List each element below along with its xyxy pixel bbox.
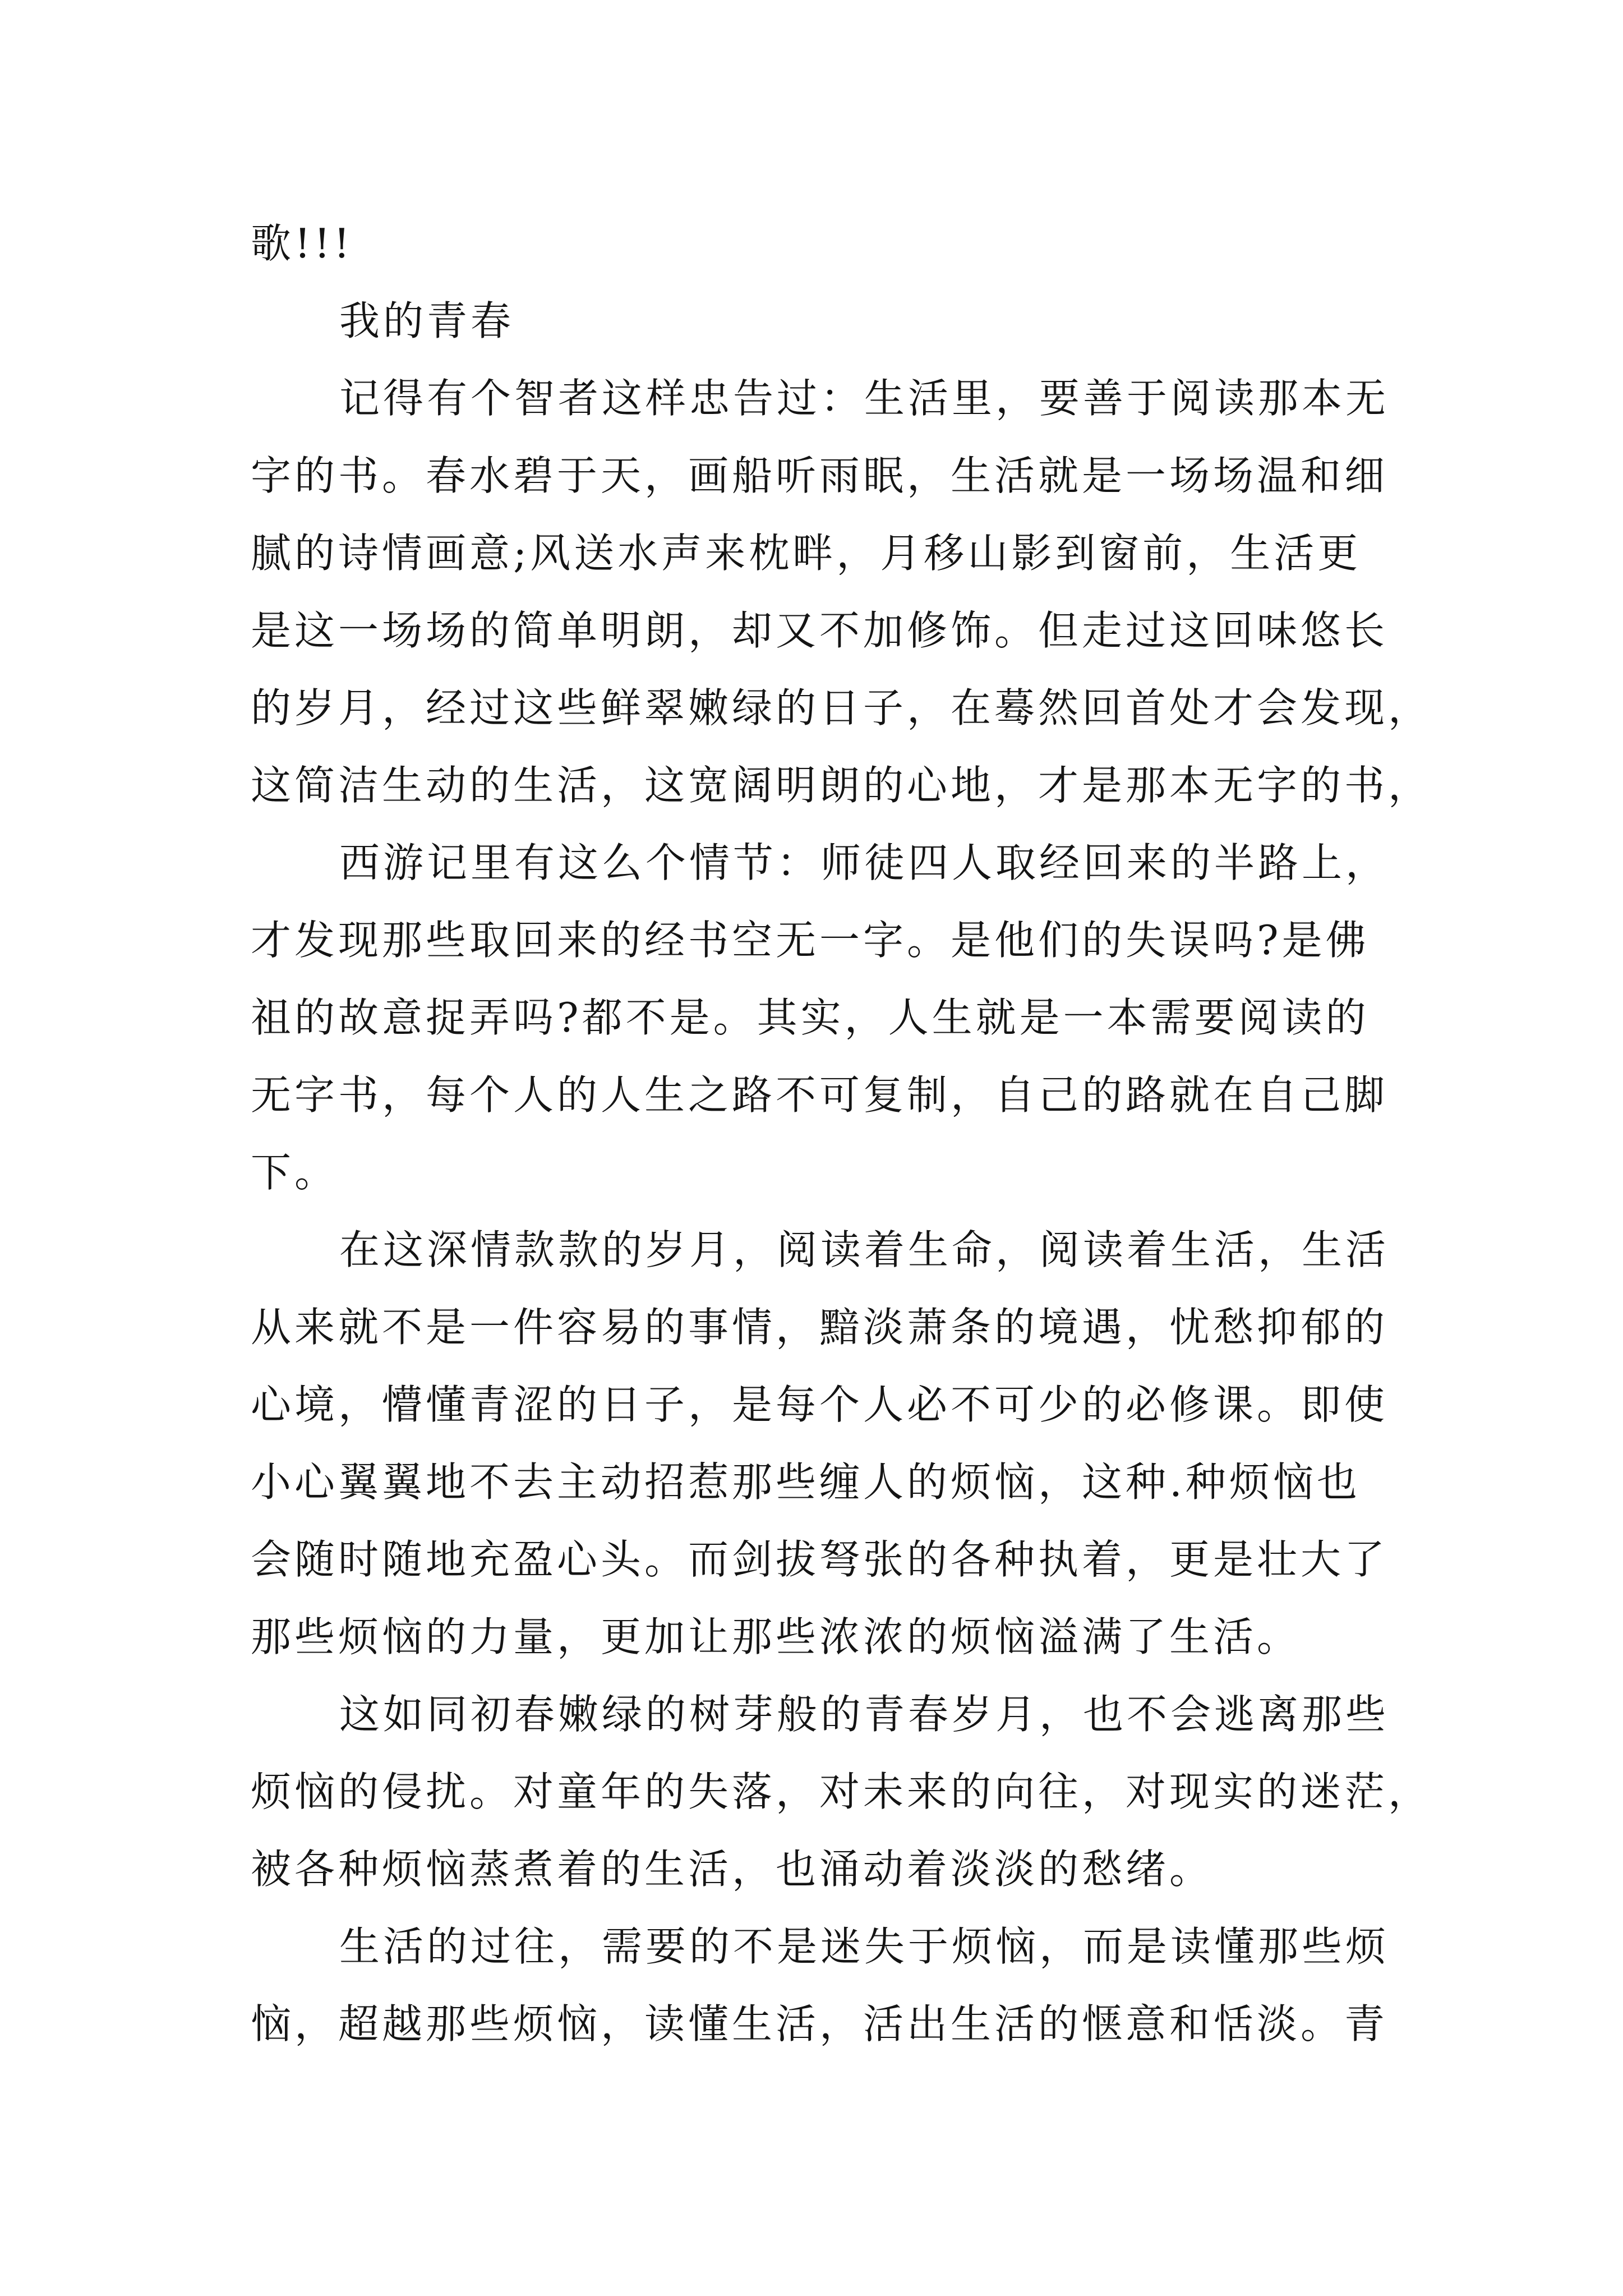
paragraph-line: 才发现那些取回来的经书空无一字。是他们的失误吗?是佛	[251, 917, 1370, 964]
paragraph-line: 西游记里有这么个情节：师徒四人取经回来的半路上，	[339, 839, 1390, 886]
paragraph-line: 这简洁生动的生活，这宽阔明朗的心地，才是那本无字的书，	[251, 762, 1432, 809]
paragraph-line: 生活的过往，需要的不是迷失于烦恼，而是读懂那些烦	[339, 1923, 1390, 1970]
paragraph-line: 恼，超越那些烦恼，读懂生活，活出生活的惬意和恬淡。青	[251, 2000, 1389, 2047]
paragraph-line: 的岁月，经过这些鲜翠嫩绿的日子，在蓦然回首处才会发现，	[251, 684, 1432, 731]
paragraph-line: 会随时随地充盈心头。而剑拔弩张的各种执着，更是壮大了	[251, 1536, 1389, 1583]
paragraph-line: 无字书，每个人的人生之路不可复制，自己的路就在自己脚	[251, 1071, 1389, 1119]
document-page	[251, 205, 1484, 2063]
paragraph-line: 腻的诗情画意;风送水声来枕畔，月移山影到窗前，生活更	[251, 530, 1362, 577]
paragraph-line: 那些烦恼的力量，更加让那些浓浓的烦恼溢满了生活。	[251, 1613, 1301, 1660]
paragraph-line: 被各种烦恼蒸煮着的生活，也涌动着淡淡的愁绪。	[251, 1846, 1214, 1893]
paragraph-line: 祖的故意捉弄吗?都不是。其实，人生就是一本需要阅读的	[251, 994, 1370, 1041]
paragraph-line: 从来就不是一件容易的事情，黯淡萧条的境遇，忧愁抑郁的	[251, 1304, 1389, 1351]
paragraph-line: 字的书。春水碧于天，画船听雨眠，生活就是一场场温和细	[251, 452, 1389, 499]
paragraph-line: 这如同初春嫩绿的树芽般的青春岁月，也不会逃离那些	[339, 1691, 1390, 1738]
paragraph-line: 下。	[251, 1149, 339, 1196]
text-line: 歌!!!	[251, 220, 353, 267]
section-title: 我的青春	[339, 297, 515, 344]
paragraph-line: 烦恼的侵扰。对童年的失落，对未来的向往，对现实的迷茫，	[251, 1768, 1432, 1815]
paragraph-line: 心境，懵懂青涩的日子，是每个人必不可少的必修课。即使	[251, 1381, 1389, 1428]
paragraph-line: 小心翼翼地不去主动招惹那些缠人的烦恼，这种.种烦恼也	[251, 1458, 1361, 1506]
paragraph-line: 在这深情款款的岁月，阅读着生命，阅读着生活，生活	[339, 1226, 1390, 1273]
paragraph-line: 记得有个智者这样忠告过：生活里，要善于阅读那本无	[339, 375, 1390, 422]
paragraph-line: 是这一场场的简单明朗，却又不加修饰。但走过这回味悠长	[251, 607, 1389, 654]
